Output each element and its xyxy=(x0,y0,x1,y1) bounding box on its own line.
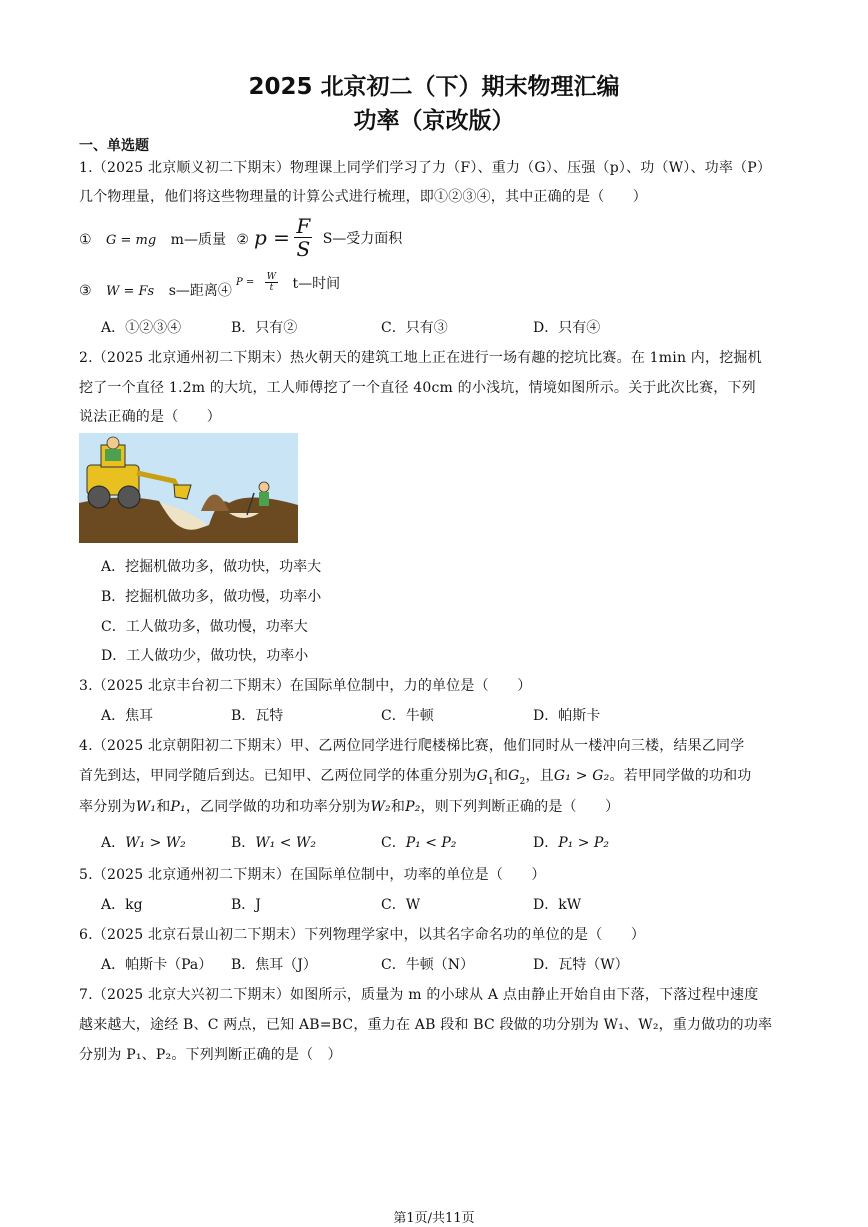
q4-line2 xyxy=(79,765,752,787)
q7-line2: 越来越大，途经 B、C 两点，已知 AB=BC，重力在 AB 段和 BC 段做的功分别为 W₁、W₂，重力做功的功率 xyxy=(79,1017,773,1033)
q2-line1: 2.（2025 北京通州初二下期末）热火朝天的建筑工地上正在进行一场有趣的挖坑比赛。在 1min 内，挖掘机 xyxy=(79,350,762,366)
q4-line3-text-a: 率分别为 xyxy=(79,799,136,815)
q4-option-a-label: A． xyxy=(101,835,126,851)
q4-option-b-expr: W₁ < W₂ xyxy=(255,835,316,851)
q1-f2-numerator: F xyxy=(296,214,311,238)
excavator-wheel-front xyxy=(118,486,140,508)
q4-option-c-label: C． xyxy=(381,835,406,851)
worker-head xyxy=(259,482,269,492)
q4-line3-text-b: ，乙同学做的功和功率分别为 xyxy=(185,799,371,815)
q4-and: 和 xyxy=(493,768,509,784)
q4-w1: W₁ xyxy=(135,799,157,815)
q5-line1: 5.（2025 北京通州初二下期末）在国际单位制中，功率的单位是（ ） xyxy=(79,867,546,883)
q1-formula-row1 xyxy=(79,229,249,249)
excavator-wheel-rear xyxy=(88,486,110,508)
q4-g1-sub: 1 xyxy=(488,776,494,787)
q1-f2-formula xyxy=(254,215,402,260)
q1-f1-expr: G = mg xyxy=(106,233,157,248)
q1-f2-lhs: p = xyxy=(254,225,290,250)
q1-line1: 1.（2025 北京顺义初二下期末）物理课上同学们学习了力（F）、重力（G）、压强（p）、功（W）、功率（P） xyxy=(79,160,772,176)
q1-f1-num: ① xyxy=(79,232,92,248)
q1-option-b[interactable]: B．只有② xyxy=(231,320,298,336)
q2-line3: 说法正确的是（ ） xyxy=(79,409,221,425)
q6-option-b[interactable]: B．焦耳（J） xyxy=(231,957,317,973)
q6-option-d[interactable]: D．瓦特（W） xyxy=(533,957,629,973)
q1-line2: 几个物理量，他们将这些物理量的计算公式进行梳理，即①②③④，其中正确的是（ ） xyxy=(79,189,647,205)
q1-f2-fraction xyxy=(294,215,312,260)
q1-f1-note: m—质量 xyxy=(170,232,226,248)
worker-body xyxy=(259,492,269,506)
driver-body xyxy=(105,449,121,461)
q1-f3-note: s—距离④ xyxy=(168,283,232,299)
q4-option-d[interactable] xyxy=(533,832,609,852)
q4-line2-text-b: ，且 xyxy=(525,768,554,784)
q4-option-c-expr: P₁ < P₂ xyxy=(405,835,457,851)
driver-head xyxy=(107,437,119,449)
q1-f4-note: t—时间 xyxy=(292,275,341,292)
document-subtitle: 功率（京改版） xyxy=(353,108,515,134)
page-footer: 第1页/共11页 xyxy=(393,1211,475,1226)
q5-option-b[interactable]: B．J xyxy=(231,897,261,913)
q3-option-c[interactable]: C．牛顿 xyxy=(381,708,434,724)
q4-option-d-expr: P₁ > P₂ xyxy=(558,835,609,851)
q1-option-c[interactable]: C．只有③ xyxy=(381,320,448,336)
q5-option-c[interactable]: C．W xyxy=(381,897,421,913)
q4-line2-text-a: 首先到达，甲同学随后到达。已知甲、乙两位同学的体重分别为 xyxy=(79,768,477,784)
q4-line2-text-c: 。若甲同学做的功和功 xyxy=(609,768,752,784)
q4-option-a[interactable] xyxy=(101,832,186,852)
q4-option-b[interactable] xyxy=(231,832,316,852)
q4-option-c[interactable] xyxy=(381,832,456,852)
q1-f4-formula xyxy=(236,272,340,293)
q2-option-c[interactable]: C．工人做功多，做功慢，功率大 xyxy=(101,619,308,635)
q4-compare: G₁ > G₂ xyxy=(553,768,610,784)
q1-f3-num: ③ xyxy=(79,283,92,299)
q1-f3-expr: W = Fs xyxy=(106,284,155,299)
q4-line3 xyxy=(79,796,619,816)
q1-f2-num: ② xyxy=(236,232,249,248)
q3-option-d[interactable]: D．帕斯卡 xyxy=(533,708,601,724)
q1-option-a[interactable]: A．①②③④ xyxy=(101,320,182,336)
section-heading: 一、单选题 xyxy=(79,138,149,154)
q2-option-d[interactable]: D．工人做功少，做功快，功率小 xyxy=(101,648,309,664)
q4-w2: W₂ xyxy=(370,799,391,815)
q4-option-a-expr: W₁ > W₂ xyxy=(125,835,186,851)
q4-option-b-label: B． xyxy=(231,835,256,851)
q2-line2: 挖了一个直径 1.2m 的大坑，工人师傅挖了一个直径 40cm 的小浅坑，情境如图所示。关于此次比赛，下列 xyxy=(79,380,756,396)
q3-option-b[interactable]: B．瓦特 xyxy=(231,708,284,724)
q5-option-a[interactable]: A．kg xyxy=(101,897,143,913)
q4-p1: P₁ xyxy=(170,799,186,815)
excavation-illustration xyxy=(79,433,298,543)
q2-option-a[interactable]: A．挖掘机做功多，做功快，功率大 xyxy=(101,559,322,575)
q4-line1: 4.（2025 北京朝阳初二下期末）甲、乙两位同学进行爬楼梯比赛，他们同时从一楼冲向三楼，结果乙同学 xyxy=(79,738,745,754)
document-title: 2025 北京初二（下）期末物理汇编 xyxy=(248,74,620,100)
q2-option-b[interactable]: B．挖掘机做功多，做功慢，功率小 xyxy=(101,589,322,605)
q1-formula-row2 xyxy=(79,280,232,300)
q3-option-a[interactable]: A．焦耳 xyxy=(101,708,154,724)
q4-g2-sub: 2 xyxy=(519,776,526,787)
q6-option-a[interactable]: A．帕斯卡（Pa） xyxy=(101,957,213,973)
q4-and3: 和 xyxy=(390,799,406,815)
q1-f4-numerator: W xyxy=(266,272,277,282)
q1-option-d[interactable]: D．只有④ xyxy=(533,320,601,336)
q4-and2: 和 xyxy=(156,799,171,815)
q7-line3: 分别为 P₁、P₂。下列判断正确的是（ ） xyxy=(79,1047,342,1063)
q4-g1: G xyxy=(476,768,488,784)
q1-f4-fraction xyxy=(265,272,278,293)
q1-f2-denominator: S xyxy=(296,237,311,261)
q4-option-d-label: D． xyxy=(533,835,559,851)
q4-p2: P₂ xyxy=(405,799,421,815)
q4-g2: G xyxy=(508,768,520,784)
q3-line1: 3.（2025 北京丰台初二下期末）在国际单位制中，力的单位是（ ） xyxy=(79,678,532,694)
q1-f4-denominator: t xyxy=(269,283,274,293)
q6-line1: 6.（2025 北京石景山初二下期末）下列物理学家中，以其名字命名功的单位的是（ ） xyxy=(79,927,646,943)
q4-line3-text-c: ，则下列判断正确的是（ ） xyxy=(420,799,620,815)
q5-option-d[interactable]: D．kW xyxy=(533,897,582,913)
q7-line1: 7.（2025 北京大兴初二下期末）如图所示，质量为 m 的小球从 A 点由静止开始自由下落，下落过程中速度 xyxy=(79,987,759,1003)
q1-f2-note: S—受力面积 xyxy=(322,230,403,247)
q1-f4-lhs: P = xyxy=(236,277,255,288)
q6-option-c[interactable]: C．牛顿（N） xyxy=(381,957,474,973)
